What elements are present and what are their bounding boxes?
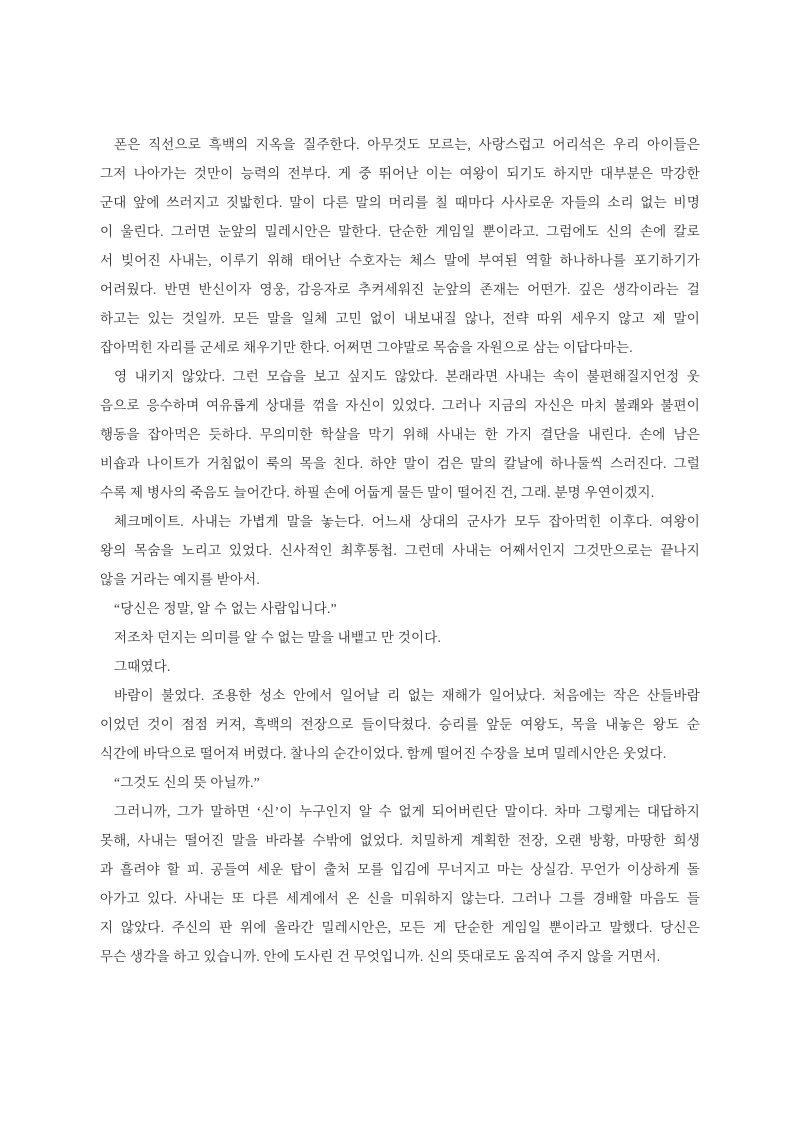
- text-line: 이 울린다. 그러면 눈앞의 밀레시안은 말한다. 단순한 게임일 뿐이라고. 그럼에도 신의 손에 칼로: [100, 224, 700, 239]
- text-block: [100, 130, 700, 971]
- text-line: 음으로 응수하며 여유롭게 상대를 꺾을 자신이 있었다. 그러나 지금의 자신은 마치 불쾌와 불편이: [100, 398, 700, 413]
- text-line: 아가고 있다. 사내는 또 다른 세계에서 온 신을 미워하지 않는다. 그러나 그를 경배할 마음도 들: [100, 891, 700, 906]
- text-line: 군대 앞에 쓰러지고 짓밟힌다. 말이 다른 말의 머리를 칠 때마다 사사로운 자들의 소리 없는 비명: [100, 195, 700, 210]
- text-line: 식간에 바닥으로 떨어져 버렸다. 찰나의 순간이었다. 함께 떨어진 수장을 보며 밀레시안은 웃었다.: [100, 746, 667, 761]
- text-line: 무슨 생각을 하고 있습니까. 안에 도사린 건 무엇입니까. 신의 뜻대로도 움직여 주지 않을 거면서.: [100, 949, 661, 964]
- paragraph: [100, 362, 700, 507]
- text-line: 수록 제 병사의 죽음도 늘어간다. 하필 손에 어둡게 물든 말이 떨어진 건, 그래. 분명 우연이겠지.: [100, 485, 655, 500]
- paragraph: [100, 681, 700, 768]
- text-line: 어려웠다. 반면 반신이자 영웅, 감응자로 추켜세워진 눈앞의 존재는 어떤가. 깊은 생각이라는 걸: [100, 282, 700, 297]
- text-line: “그것도 신의 뜻 아닐까.”: [114, 775, 260, 790]
- paragraph: [100, 797, 700, 971]
- text-line: 못해, 사내는 떨어진 말을 바라볼 수밖에 없었다. 치밀하게 계획한 전장, 오랜 방황, 마땅한 희생: [100, 833, 700, 848]
- text-line: 지 않았다. 주신의 판 위에 올라간 밀레시안은, 모든 게 단순한 게임일 뿐이라고 말했다. 당신은: [100, 920, 700, 935]
- text-line: 과 흘려야 할 피. 공들여 세운 탑이 출처 모를 입김에 무너지고 마는 상실감. 무언가 이상하게 돌: [100, 862, 700, 877]
- text-line: 이었던 것이 점점 커져, 흑백의 전장으로 들이닥쳤다. 승리를 앞둔 여왕도, 목을 내놓은 왕도 순: [100, 717, 700, 732]
- text-line: 비숍과 나이트가 거침없이 룩의 목을 친다. 하얀 말이 검은 말의 칼날에 하나둘씩 스러진다. 그럴: [100, 456, 700, 471]
- paragraph: [100, 594, 700, 623]
- text-line: 행동을 잡아먹은 듯하다. 무의미한 학살을 막기 위해 사내는 한 가지 결단을 내린다. 손에 남은: [100, 427, 700, 442]
- text-line: 그때였다.: [114, 659, 171, 674]
- text-line: 그러니까, 그가 말하면 ‘신’이 누구인지 알 수 없게 되어버린단 말이다. 차마 그렇게는 대답하지: [114, 804, 700, 819]
- text-line: 바람이 불었다. 조용한 성소 안에서 일어날 리 없는 재해가 일어났다. 처음에는 작은 산들바람: [114, 688, 700, 703]
- text-line: 영 내키지 않았다. 그런 모습을 보고 싶지도 않았다. 본래라면 사내는 속이 불편해질지언정 웃: [114, 369, 700, 384]
- text-line: 체크메이트. 사내는 가볍게 말을 놓는다. 어느새 상대의 군사가 모두 잡아먹힌 이후다. 여왕이: [114, 514, 700, 529]
- paragraph: [100, 623, 700, 652]
- paragraph: [100, 652, 700, 681]
- paragraph: [100, 768, 700, 797]
- text-line: 그저 나아가는 것만이 능력의 전부다. 게 중 뛰어난 이는 여왕이 되기도 하지만 대부분은 막강한: [100, 166, 700, 181]
- text-line: 서 빚어진 사내는, 이루기 위해 태어난 수호자는 체스 말에 부여된 역할 하나하나를 포기하기가: [100, 253, 700, 268]
- text-line: 왕의 목숨을 노리고 있었다. 신사적인 최후통첩. 그런데 사내는 어째서인지 그것만으로는 끝나지: [100, 543, 700, 558]
- text-line: 하고는 있는 것일까. 모든 말을 일체 고민 없이 내보내질 않나, 전략 따위 세우지 않고 제 말이: [100, 311, 700, 326]
- text-line: 잡아먹힌 자리를 군세로 채우기만 한다. 어쩌면 그야말로 목숨을 자원으로 삼는 이답다마는.: [100, 340, 633, 355]
- text-line: 저조차 던지는 의미를 알 수 없는 말을 내뱉고 만 것이다.: [114, 630, 442, 645]
- text-line: “당신은 정말, 알 수 없는 사람입니다.”: [114, 601, 337, 616]
- text-line: 않을 거라는 예지를 받아서.: [100, 572, 260, 587]
- paragraph: [100, 507, 700, 594]
- text-line: 폰은 직선으로 흑백의 지옥을 질주한다. 아무것도 모르는, 사랑스럽고 어리석은 우리 아이들은: [114, 137, 700, 152]
- paragraph: [100, 130, 700, 362]
